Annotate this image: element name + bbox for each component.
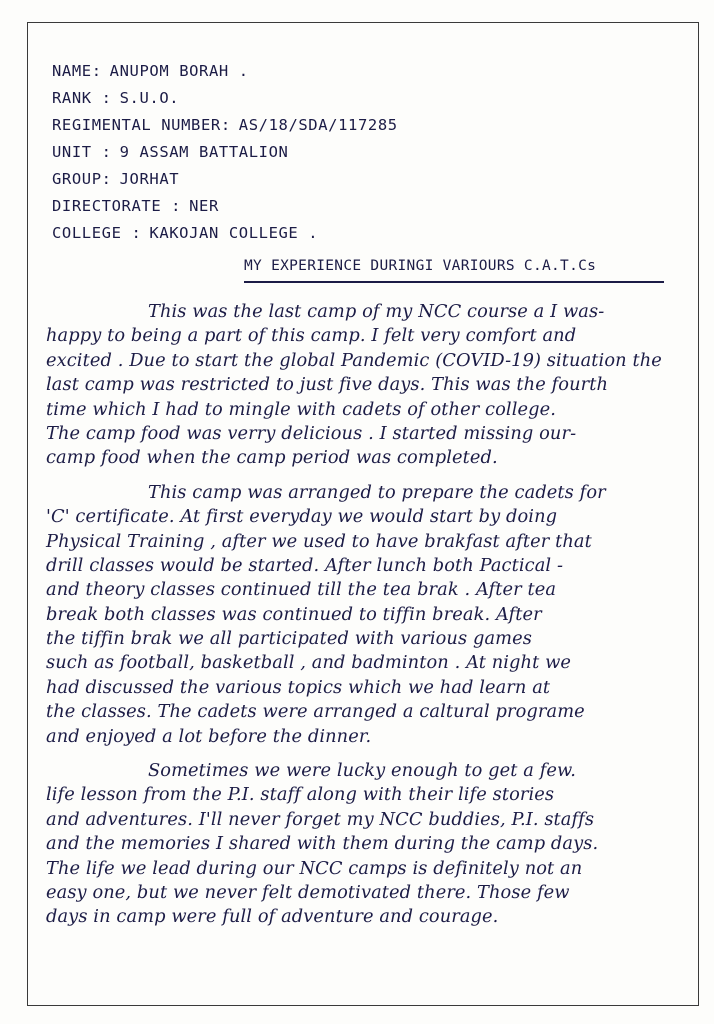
text-line: excited . Due to start the global Pandemic (COVID-19) situation the — [46, 349, 662, 371]
field-directorate — [52, 193, 672, 220]
field-college — [52, 220, 672, 247]
text-line: The camp food was verry delicious . I started missing our- — [46, 422, 577, 444]
essay-title: MY EXPERIENCE DURINGI VARIOURS C.A.T.Cs — [244, 258, 597, 274]
text-line: such as football, basketball , and badminton . At night we — [46, 652, 572, 674]
field-unit — [52, 139, 672, 166]
field-group — [52, 166, 672, 193]
text-line: Physical Training , after we used to have brakfast after that — [46, 530, 592, 552]
field-regimental-number — [52, 112, 672, 139]
field-value: JORHAT — [119, 170, 180, 188]
text-line: and adventures. I'll never forget my NCC buddies, P.I. staffs — [46, 808, 595, 830]
text-line: camp food when the camp period was completed. — [46, 447, 498, 469]
essay-body — [46, 300, 698, 930]
text-line: and enjoyed a lot before the dinner. — [46, 725, 372, 747]
text-line: drill classes would be started. After lunch both Pactical - — [46, 554, 564, 576]
title-underline — [244, 281, 664, 283]
text-line: Sometimes we were lucky enough to get a few. — [148, 760, 576, 782]
text-line: This was the last camp of my NCC course a I was- — [148, 301, 605, 322]
field-rank — [52, 85, 672, 112]
text-line: The life we lead during our NCC camps is definitely not an — [46, 857, 583, 879]
field-label: UNIT : — [52, 143, 112, 161]
field-label: REGIMENTAL NUMBER: — [52, 116, 231, 134]
text-line: and the memories I shared with them during the camp days. — [46, 833, 599, 855]
text-line: last camp was restricted to just five days. This was the fourth — [46, 374, 609, 396]
text-line: days in camp were full of adventure and courage. — [46, 906, 499, 928]
field-value: NER — [189, 197, 219, 215]
field-label: DIRECTORATE : — [52, 197, 182, 215]
text-line: break both classes was continued to tiffin break. After — [46, 603, 542, 625]
text-line: easy one, but we never felt demotivated there. Those few — [46, 881, 570, 903]
cadet-details — [52, 58, 672, 247]
field-value: KAKOJAN COLLEGE . — [149, 224, 319, 242]
paragraph-gap — [46, 749, 698, 759]
paragraph-2 — [46, 481, 698, 749]
text-line: and theory classes continued till the tea brak . After tea — [46, 579, 557, 601]
paragraph-3 — [46, 759, 698, 930]
field-value: S.U.O. — [119, 89, 180, 107]
field-label: RANK : — [52, 89, 112, 107]
paragraph-gap — [46, 471, 698, 481]
text-line: This camp was arranged to prepare the cadets for — [148, 481, 606, 503]
field-value: ANUPOM BORAH . — [109, 62, 249, 80]
field-label: GROUP: — [52, 170, 112, 188]
text-line: happy to being a part of this camp. I felt very comfort and — [46, 325, 577, 347]
field-value: AS/18/SDA/117285 — [238, 116, 398, 134]
field-label: COLLEGE : — [52, 224, 142, 242]
paragraph-1 — [46, 300, 698, 471]
field-value: 9 ASSAM BATTALION — [119, 143, 289, 161]
text-line: the classes. The cadets were arranged a caltural programe — [46, 701, 585, 723]
text-line: time which I had to mingle with cadets of other college. — [46, 398, 556, 420]
text-line: 'C' certificate. At first everyday we would start by doing — [46, 506, 558, 528]
field-name — [52, 58, 672, 85]
text-line: had discussed the various topics which we had learn at — [46, 676, 551, 698]
field-label: NAME: — [52, 62, 102, 80]
text-line: life lesson from the P.I. staff along with their life stories — [46, 784, 555, 806]
text-line: the tiffin brak we all participated with various games — [46, 628, 532, 650]
